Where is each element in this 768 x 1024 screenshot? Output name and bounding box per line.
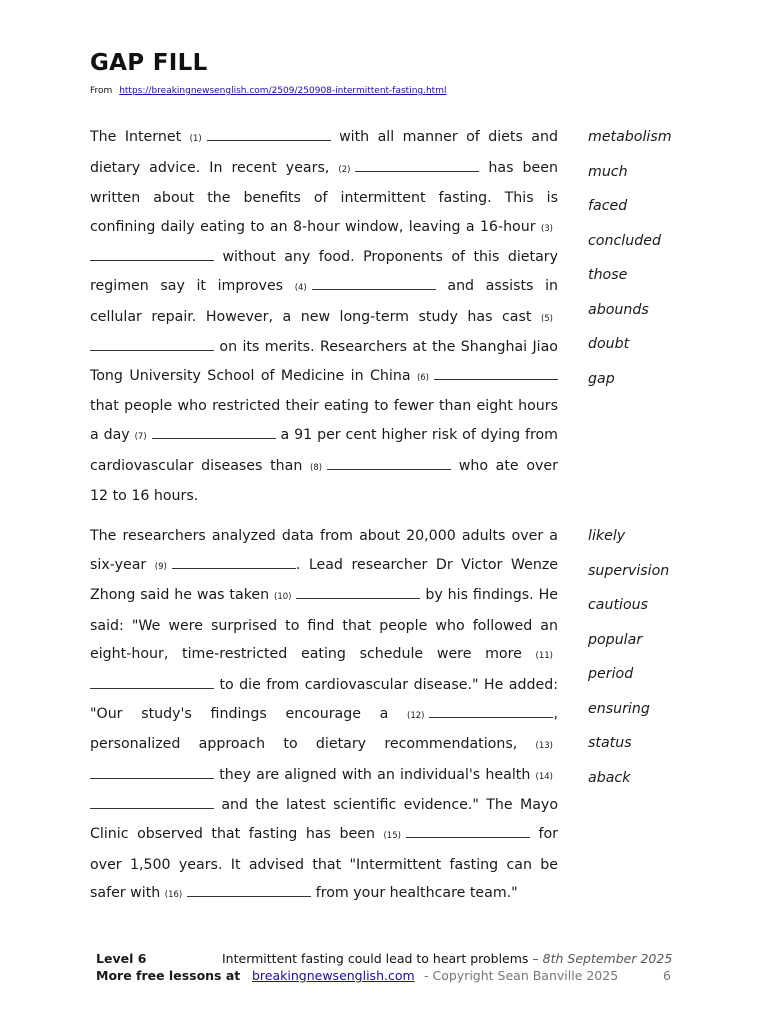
word-bank-item: supervision: [588, 562, 670, 579]
gap-blank[interactable]: [90, 796, 214, 809]
paragraph-text: to die from cardiovascular disease." He added: "Our study's findings encourage a: [90, 676, 558, 722]
gap-number: (1): [189, 134, 202, 144]
gap-number: (10): [274, 592, 292, 603]
gap-blank[interactable]: [434, 367, 558, 380]
gap-number: (12): [407, 710, 425, 721]
paragraph-text: that people who restricted their eating to fewer than eight hours a day: [90, 398, 558, 443]
paragraph-text: from your healthcare team.": [311, 885, 518, 902]
paragraph-text: who ate over 12 to 16 hours.: [90, 457, 558, 505]
paragraph-text: a 91 per cent higher risk of dying from cardiovascular diseases than: [90, 426, 558, 474]
gap: [338, 160, 479, 176]
paragraph-text: they are aligned with an individual's health: [214, 766, 536, 783]
gap: [417, 368, 558, 384]
word-bank-1: [588, 123, 672, 399]
page-number: 6: [663, 968, 671, 983]
source-link[interactable]: https://breakingnewsenglish.com/2509/250908-intermittent-fasting.html: [119, 86, 447, 96]
gap-blank[interactable]: [172, 556, 296, 569]
gap-blank[interactable]: [90, 766, 214, 779]
word-bank-item: gap: [588, 370, 615, 387]
paragraph-text: with all manner of diets and dietary advice. In recent years,: [90, 129, 558, 176]
gap-blank[interactable]: [406, 825, 530, 838]
word-bank-item: likely: [588, 528, 626, 544]
word-bank-item: concluded: [588, 232, 661, 249]
paragraph-text: and assists in cellular repair. However, a new long-term study has cast: [90, 277, 559, 325]
page-title: GAP FILL: [90, 50, 208, 76]
copyright: - Copyright Sean Banville 2025: [424, 968, 619, 983]
word-bank-item: much: [588, 163, 628, 180]
gap-blank[interactable]: [429, 705, 553, 718]
word-bank-2: [588, 522, 669, 798]
paragraph-text: for over 1,500 years. It advised that "Intermittent fasting can be safer with: [90, 825, 558, 902]
gap-number: (6): [416, 372, 429, 383]
gap-number: (11): [535, 651, 553, 662]
gap-number: (8): [310, 462, 323, 473]
story-title: Intermittent fasting could lead to heart problems: [222, 951, 529, 966]
gap-number: (9): [154, 561, 167, 572]
paragraph-text: , personalized approach to dietary recommendations,: [90, 705, 558, 753]
paragraph-text: The Internet: [90, 129, 190, 145]
word-bank-item: those: [588, 267, 628, 283]
word-bank-item: period: [588, 666, 634, 682]
word-bank-item: metabolism: [588, 129, 672, 145]
paragraph-text: without any food. Proponents of this dietary regimen say it improves: [90, 249, 558, 294]
gap-number: (13): [535, 741, 553, 752]
story-line: [222, 951, 672, 966]
word-bank-item: cautious: [588, 597, 649, 613]
gap-blank[interactable]: [90, 338, 214, 351]
gap-number: (7): [134, 431, 147, 442]
gap-blank[interactable]: [312, 277, 436, 290]
gap: [190, 129, 331, 145]
site-link[interactable]: breakingnewsenglish.com: [252, 968, 415, 983]
gap: [155, 557, 296, 573]
gap-blank[interactable]: [355, 159, 479, 172]
gap: [407, 706, 553, 722]
gap-number: (14): [535, 771, 553, 782]
gap-number: (3): [540, 223, 553, 234]
gap-blank[interactable]: [90, 248, 214, 261]
source-line: [90, 86, 446, 96]
gap: [165, 885, 311, 901]
gap-number: (5): [540, 313, 553, 324]
gap: [383, 826, 529, 842]
footer: [96, 951, 676, 985]
paragraph-text: by his findings. He said: "We were surprised to find that people who followed an eight-hour, time-restricted eating schedule were more: [90, 587, 558, 663]
word-bank-item: status: [588, 735, 632, 751]
gap-blank[interactable]: [187, 884, 311, 897]
gap-blank[interactable]: [207, 128, 331, 141]
gap-blank[interactable]: [327, 457, 451, 470]
word-bank-item: ensuring: [588, 700, 650, 717]
gap: [274, 587, 420, 603]
gap-blank[interactable]: [296, 586, 420, 599]
paragraph-text: has been written about the benefits of intermittent fasting. This is confining daily eating to an 8-hour window, leaving a 16-hour: [90, 159, 558, 235]
word-bank-item: doubt: [588, 336, 630, 352]
gap-blank[interactable]: [152, 426, 276, 439]
gap: [310, 458, 451, 474]
gap-fill-paragraph-1: [90, 123, 558, 511]
word-bank-item: popular: [588, 631, 643, 648]
story-date: 8th September 2025: [542, 951, 673, 966]
source-label: From: [90, 86, 113, 96]
paragraph-text: on its merits. Researchers at the Shanghai Jiao Tong University School of Medicine in China: [90, 339, 558, 384]
paragraph-text: The researchers analyzed data from about 20,000 adults over a six-year: [90, 528, 558, 573]
gap-number: (15): [383, 830, 401, 841]
more-lessons-label: More free lessons at: [96, 968, 241, 983]
gap-number: (2): [338, 164, 351, 175]
word-bank-item: faced: [588, 198, 628, 214]
gap-blank[interactable]: [90, 676, 214, 689]
gap: [135, 427, 276, 443]
word-bank-item: abounds: [588, 301, 649, 318]
gap: [295, 278, 436, 294]
gap-fill-paragraph-2: [90, 522, 558, 910]
level-label: Level 6: [96, 951, 147, 966]
gap-number: (4): [294, 282, 307, 293]
gap-number: (16): [164, 890, 183, 901]
story-dash: –: [532, 951, 539, 966]
word-bank-item: aback: [588, 769, 631, 786]
paragraph-text: . Lead researcher Dr Victor Wenze Zhong said he was taken: [90, 556, 558, 604]
paragraph-text: and the latest scientific evidence." The Mayo Clinic observed that fasting has been: [90, 797, 558, 842]
